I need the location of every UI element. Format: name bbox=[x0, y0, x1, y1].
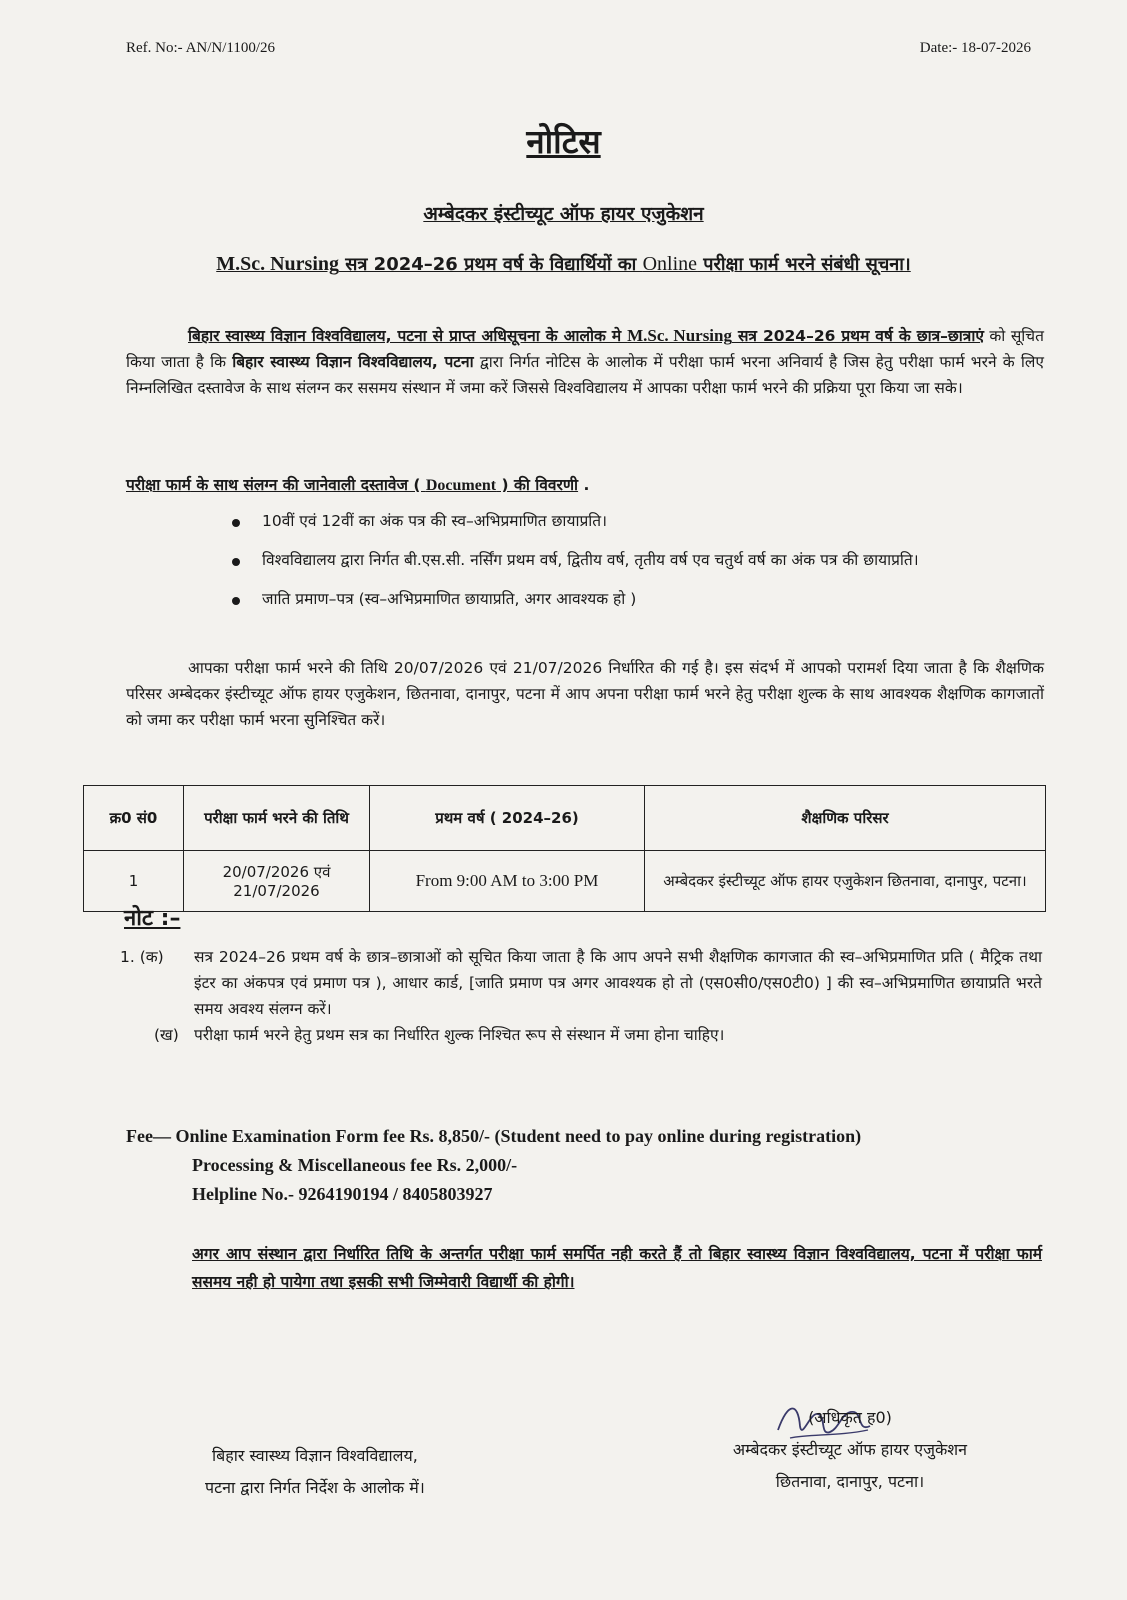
cell-timing: From 9:00 AM to 3:00 PM bbox=[370, 851, 645, 912]
documents-heading-en: Document bbox=[425, 477, 497, 494]
fee-line-2: Processing & Miscellaneous fee Rs. 2,000/- bbox=[192, 1155, 518, 1175]
header-serial: क्र0 सं0 bbox=[84, 786, 184, 851]
cell-form-date: 20/07/2026 एवं 21/07/2026 bbox=[184, 851, 370, 912]
intro-text-2: द्वारा निर्गत नोटिस के आलोक में परीक्षा फार्म भरना अनिवार्य है जिस हेतु परीक्षा फार्म भरने के लिए निम्नलिखित दस्तावेज के साथ संलग्न कर ससमय संस्थान में जमा करें जिससे विश्वविद्यालय में आपका परीक्षा फार्म भरने की प्रक्रिया पूरा किया जा सके। bbox=[126, 353, 1044, 397]
note-number-1: 1. (क) bbox=[120, 948, 164, 966]
table-row bbox=[84, 851, 1046, 912]
intro-bold-1: बिहार स्वास्थ्य विज्ञान विश्वविद्यालय, पटना से प्राप्त अधिसूचना के आलोक मे bbox=[188, 327, 628, 345]
footer-left-line-1: बिहार स्वास्थ्य विज्ञान विश्वविद्यालय, bbox=[211, 1446, 418, 1465]
footer-right bbox=[670, 1402, 1030, 1498]
intro-text-1: को सूचित किया जाता है कि bbox=[126, 327, 1044, 371]
documents-heading-3: ) की विवरणी bbox=[496, 476, 579, 494]
notice-date: Date:- 18-07-2026 bbox=[919, 40, 1031, 56]
list-item bbox=[232, 586, 1042, 613]
subject-text: सत्र 2024–26 प्रथम वर्ष के विद्यार्थियों का bbox=[339, 254, 643, 275]
header-first-year: प्रथम वर्ष ( 2024–26) bbox=[370, 786, 645, 851]
subject-course: M.Sc. Nursing bbox=[216, 253, 340, 275]
note-item-2 bbox=[120, 1022, 1042, 1048]
documents-heading bbox=[126, 473, 589, 495]
documents-heading-4: . bbox=[578, 476, 590, 494]
intro-paragraph bbox=[126, 323, 1044, 401]
bullet-icon bbox=[232, 597, 240, 605]
note-number-2: (ख) bbox=[154, 1026, 179, 1044]
header-form-date: परीक्षा फार्म भरने की तिथि bbox=[184, 786, 370, 851]
notice-subject bbox=[0, 252, 1127, 276]
document-item-text: 10वीं एवं 12वीं का अंक पत्र की स्व–अभिप्रमाणित छायाप्रति। bbox=[262, 512, 607, 530]
footer-left bbox=[205, 1440, 425, 1504]
note-heading: नोट :– bbox=[124, 906, 181, 931]
fee-line-1: Fee— Online Examination Form fee Rs. 8,850/- (Student need to pay online during registration) bbox=[126, 1126, 862, 1146]
reference-number: Ref. No:- AN/N/1100/26 bbox=[126, 40, 276, 56]
documents-heading-2: के साथ संलग्न की जानेवाली दस्तावेज ( bbox=[190, 476, 426, 494]
institute-name: अम्बेदकर इंस्टीच्यूट ऑफ हायर एजुकेशन bbox=[423, 203, 704, 225]
document-item-text: जाति प्रमाण–पत्र (स्व–अभिप्रमाणित छायाप्रति, अगर आवश्यक हो ) bbox=[262, 590, 637, 608]
page-title: नोटिस bbox=[526, 122, 601, 161]
note-text-2: परीक्षा फार्म भरने हेतु प्रथम सत्र का निर्धारित शुल्क निश्चित रूप से संस्थान में जमा होना चाहिए। bbox=[194, 1026, 725, 1044]
note-text-1: सत्र 2024–26 प्रथम वर्ष के छात्र–छात्राओं को सूचित किया जाता है कि आप अपने सभी शैक्षणिक कागजात की स्व–अभिप्रमाणित प्रति ( मैट्रिक तथा इंटर का अंकपत्र एवं प्रमाण पत्र ), आधार कार्ड, [जाति प्रमाण पत्र अगर आवश्यक हो तो (एस0सी0/एस0टी0) ] की स्व–अभिप्रमाणित छायाप्रति भरते समय अवश्य संलग्न करें। bbox=[194, 948, 1042, 1018]
document-item-text: विश्वविद्यालय द्वारा निर्गत बी.एस.सी. नर्सिंग प्रथम वर्ष, द्वितीय वर्ष, तृतीय वर्ष एव चतुर्थ वर्ष का अंक पत्र की छायाप्रति। bbox=[262, 551, 919, 569]
footer-right-line-2: छितनावा, दानापुर, पटना। bbox=[775, 1472, 925, 1491]
footer-right-line-1: अम्बेदकर इंस्टीच्यूट ऑफ हायर एजुकेशन bbox=[732, 1440, 968, 1459]
documents-list bbox=[232, 508, 1042, 625]
cell-campus: अम्बेदकर इंस्टीच्यूट ऑफ हायर एजुकेशन छितनावा, दानापुर, पटना। bbox=[645, 851, 1046, 912]
note-item-1 bbox=[120, 944, 1042, 1022]
intro-bold-1b: सत्र 2024–26 प्रथम वर्ष के छात्र–छात्राएं bbox=[732, 327, 984, 345]
schedule-paragraph: आपका परीक्षा फार्म भरने की तिथि 20/07/2026 एवं 21/07/2026 निर्धारित की गई है। इस संदर्भ में आपको परामर्श दिया जाता है कि शैक्षणिक परिसर अम्बेदकर इंस्टीच्यूट ऑफ हायर एजुकेशन, छितनावा, दानापुर, पटना में आप अपना परीक्षा फार्म भरने हेतु परीक्षा शुल्क के साथ आवश्यक शैक्षणिक कागजातों को जमा कर परीक्षा फार्म भरना सुनिश्चित करें। bbox=[126, 659, 1044, 729]
subject-online: Online bbox=[642, 253, 698, 275]
authorized-signatory: (अधिकृत ह0) bbox=[808, 1408, 892, 1427]
helpline: Helpline No.- 9264190194 / 8405803927 bbox=[192, 1184, 493, 1204]
notes-block bbox=[120, 944, 1042, 1048]
cell-serial: 1 bbox=[84, 851, 184, 912]
list-item bbox=[232, 508, 1042, 535]
intro-bold-course: M.Sc. Nursing bbox=[627, 326, 732, 345]
bullet-icon bbox=[232, 558, 240, 566]
documents-heading-1: परीक्षा फार्म bbox=[126, 476, 191, 494]
intro-bold-2: बिहार स्वास्थ्य विज्ञान विश्वविद्यालय, पटना bbox=[232, 353, 474, 371]
warning-paragraph: अगर आप संस्थान द्वारा निर्धारित तिथि के अन्तर्गत परीक्षा फार्म समर्पित नही करते हैं तो बिहार स्वास्थ्य विज्ञान विश्वविद्यालय, पटना में परीक्षा फार्म ससमय नही हो पायेगा तथा इसकी सभी जिम्मेवारी विद्यार्थी की होगी। bbox=[192, 1245, 1042, 1291]
bullet-icon bbox=[232, 519, 240, 527]
fee-block bbox=[126, 1122, 861, 1209]
table-header-row bbox=[84, 786, 1046, 851]
subject-text-end: परीक्षा फार्म भरने संबंधी सूचना। bbox=[697, 254, 911, 275]
header-campus: शैक्षणिक परिसर bbox=[645, 786, 1046, 851]
schedule-table bbox=[83, 785, 1046, 912]
footer-left-line-2: पटना द्वारा निर्गत निर्देश के आलोक में। bbox=[205, 1478, 425, 1497]
list-item bbox=[232, 547, 1042, 574]
